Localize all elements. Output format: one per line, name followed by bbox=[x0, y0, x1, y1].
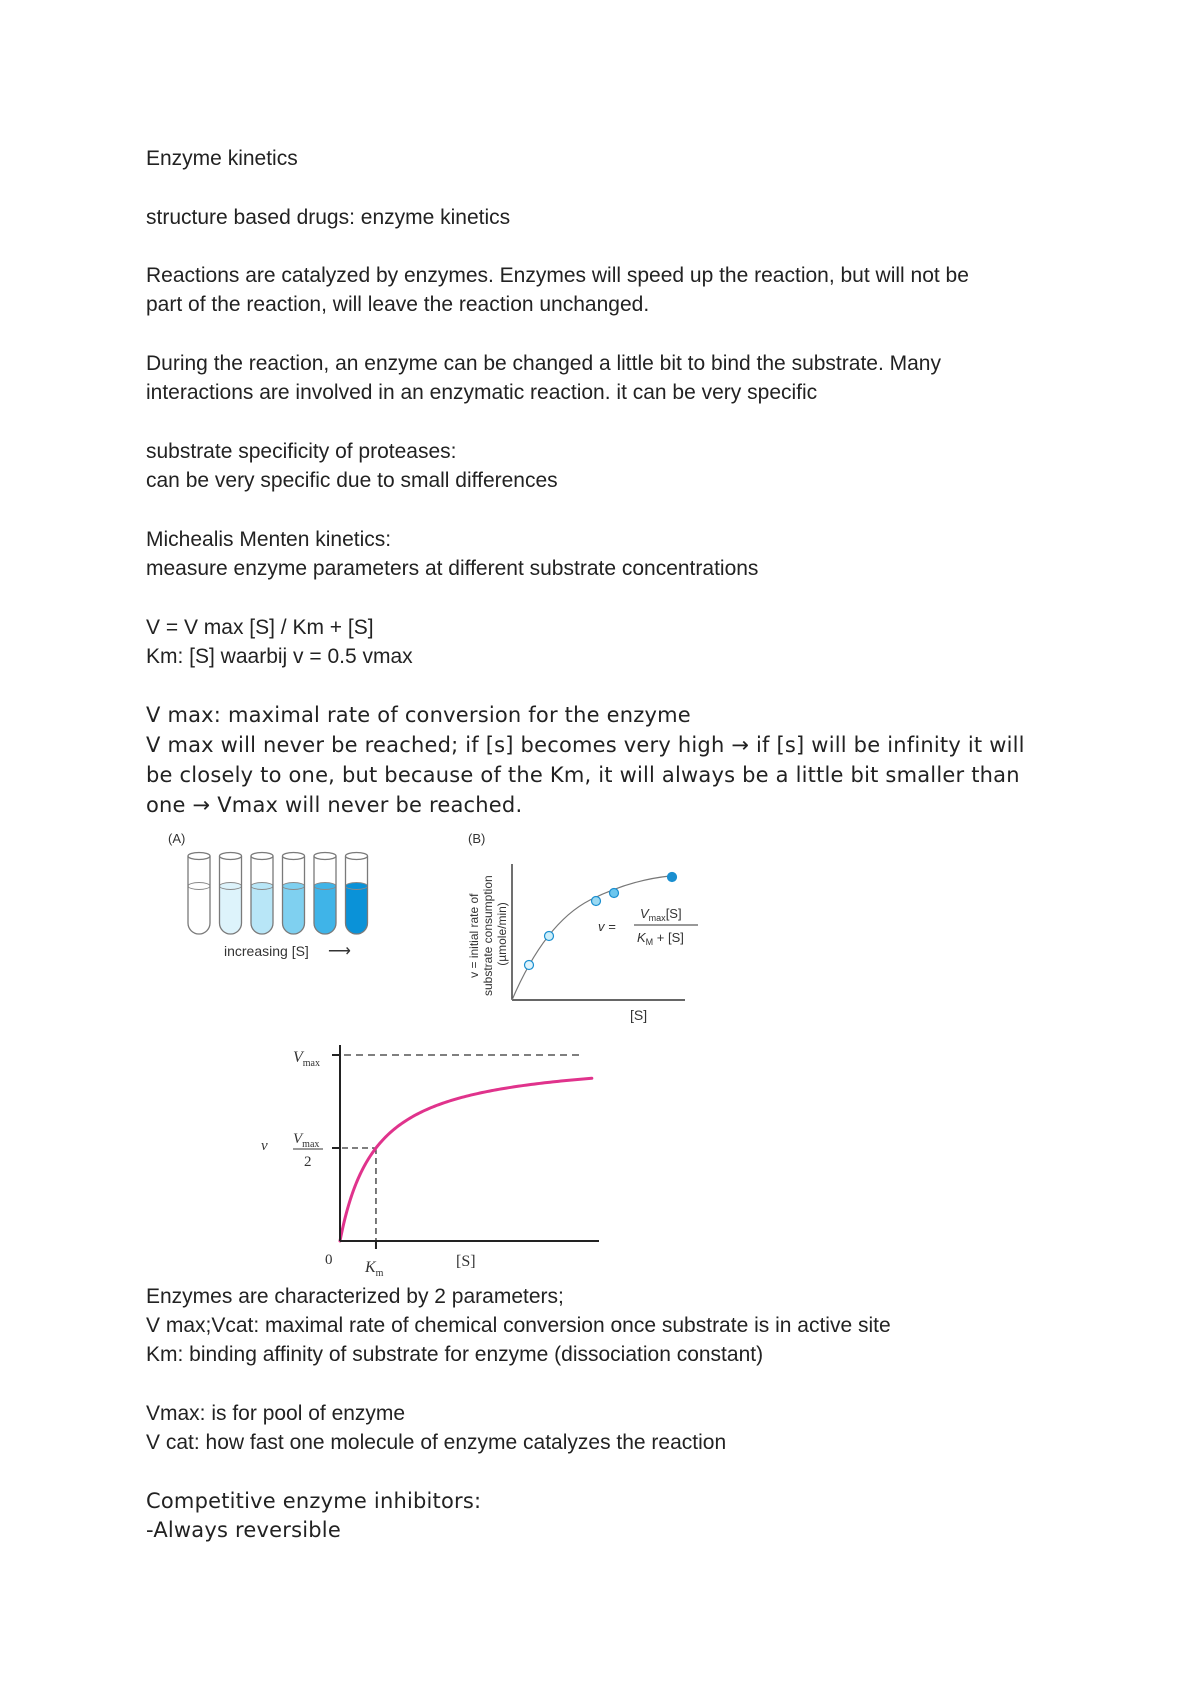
paragraph-line: During the reaction, an enzyme can be changed a little bit to bind the substrate. Many bbox=[146, 352, 941, 375]
chart-marks bbox=[332, 1055, 592, 1249]
formula-line: Km: [S] waarbij v = 0.5 vmax bbox=[146, 645, 413, 668]
km-tick-label: $K_m$ bbox=[365, 1259, 384, 1279]
michaelis-menten-curve bbox=[340, 1078, 592, 1241]
figure-b-label: (B) bbox=[468, 831, 486, 846]
tube-liquid bbox=[251, 886, 273, 934]
paragraph-line: V cat: how fast one molecule of enzyme catalyzes the reaction bbox=[146, 1431, 727, 1454]
section-heading: Michealis Menten kinetics: bbox=[146, 528, 392, 551]
paragraph-line: can be very specific due to small differences bbox=[146, 469, 558, 492]
paragraph-line: interactions are involved in an enzymatic reaction. it can be very specific bbox=[146, 381, 818, 404]
tube-liquid-surface bbox=[346, 883, 368, 890]
paragraph-line: V max: maximal rate of conversion for the enzyme bbox=[146, 703, 691, 727]
tube-liquid-surface bbox=[220, 883, 242, 890]
doc-subtitle: structure based drugs: enzyme kinetics bbox=[146, 206, 511, 229]
tube-liquid-surface bbox=[251, 883, 273, 890]
data-point bbox=[525, 961, 534, 970]
arrow-icon: ⟶ bbox=[328, 943, 351, 960]
paragraph-line: measure enzyme parameters at different substrate concentrations bbox=[146, 557, 759, 580]
paragraph-line: be closely to one, but because of the Km, it will always be a little bit smaller than bbox=[146, 763, 1020, 787]
test-tube bbox=[314, 853, 336, 935]
data-point bbox=[668, 873, 677, 882]
michaelis-menten-chart bbox=[255, 1035, 625, 1285]
doc-title: Enzyme kinetics bbox=[146, 147, 298, 170]
paragraph-line: V max;Vcat: maximal rate of chemical conversion once substrate is in active site bbox=[146, 1314, 891, 1337]
figure-a-caption: increasing [S] bbox=[224, 943, 309, 959]
paragraph-line: Vmax: is for pool of enzyme bbox=[146, 1402, 406, 1425]
data-point bbox=[592, 897, 601, 906]
figure-a-label: (A) bbox=[168, 831, 186, 846]
tube-liquid bbox=[314, 886, 336, 934]
tube-liquid-surface bbox=[314, 883, 336, 890]
tube-rim bbox=[188, 853, 210, 860]
paragraph-line: Reactions are catalyzed by enzymes. Enzymes will speed up the reaction, but will not be bbox=[146, 264, 969, 287]
tube-liquid-surface bbox=[188, 883, 210, 890]
equation-denominator: $K_M + [S]$ bbox=[637, 930, 684, 947]
paragraph-line: Enzymes are characterized by 2 parameters; bbox=[146, 1285, 564, 1308]
tube-liquid bbox=[346, 886, 368, 934]
figure-a-test-tubes bbox=[160, 828, 410, 968]
formula-line: V = V max [S] / Km + [S] bbox=[146, 616, 374, 639]
equation-numerator: $V_{max}[S]$ bbox=[640, 906, 682, 923]
tube-liquid bbox=[283, 886, 305, 934]
tube-rim bbox=[314, 853, 336, 860]
x-axis-label: [S] bbox=[456, 1253, 476, 1270]
paragraph-line: part of the reaction, will leave the reaction unchanged. bbox=[146, 293, 650, 316]
paragraph-line: one → Vmax will never be reached. bbox=[146, 793, 523, 817]
test-tube bbox=[220, 853, 242, 935]
figure-b-xlabel: [S] bbox=[630, 1007, 648, 1023]
origin-label: 0 bbox=[325, 1252, 333, 1268]
test-tube bbox=[251, 853, 273, 935]
paragraph-line: -Always reversible bbox=[146, 1518, 341, 1542]
data-point bbox=[610, 889, 619, 898]
test-tube bbox=[346, 853, 368, 935]
figure-b-plot bbox=[460, 828, 710, 1028]
test-tube bbox=[188, 853, 210, 935]
y-axis-label: v bbox=[261, 1138, 268, 1154]
section-heading: Competitive enzyme inhibitors: bbox=[146, 1489, 482, 1513]
tube-rim bbox=[283, 853, 305, 860]
tube-liquid bbox=[188, 886, 210, 934]
paragraph-line: V max will never be reached; if [s] becomes very high → if [s] will be infinity it will bbox=[146, 733, 1025, 757]
section-heading: substrate specificity of proteases: bbox=[146, 440, 457, 463]
test-tube-rack bbox=[188, 853, 368, 935]
tube-rim bbox=[346, 853, 368, 860]
figure-b-ylabel: v = initial rate of substrate consumption (µmole/min) bbox=[467, 875, 509, 997]
equation-v: v = bbox=[598, 919, 616, 934]
half-vmax-denominator: 2 bbox=[304, 1154, 312, 1170]
tube-rim bbox=[220, 853, 242, 860]
paragraph-line: Km: binding affinity of substrate for enzyme (dissociation constant) bbox=[146, 1343, 764, 1366]
tube-rim bbox=[251, 853, 273, 860]
vmax-tick-label: $V_{max}$ bbox=[293, 1049, 320, 1069]
tube-liquid bbox=[220, 886, 242, 934]
data-point bbox=[545, 932, 554, 941]
tube-liquid-surface bbox=[283, 883, 305, 890]
test-tube bbox=[283, 853, 305, 935]
half-vmax-numerator: $V_{max}$ bbox=[293, 1131, 320, 1150]
